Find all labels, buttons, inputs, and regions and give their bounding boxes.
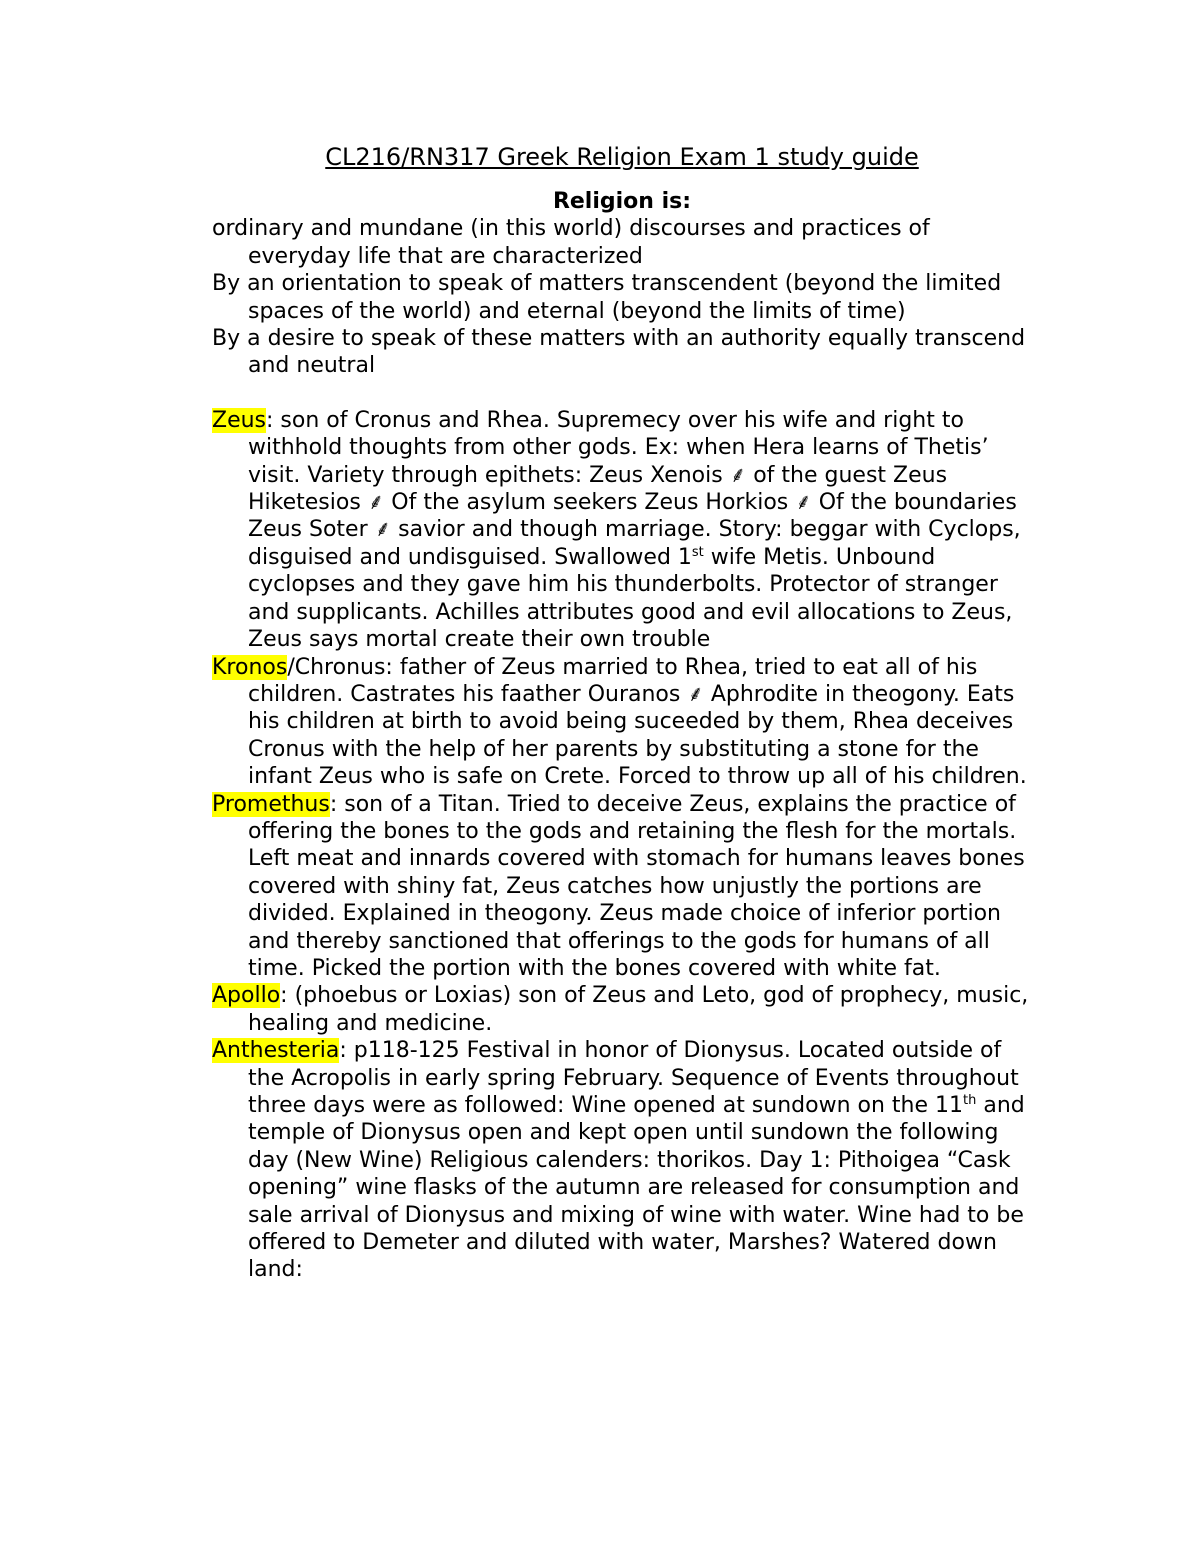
entry-anthesteria-text: : p118-125 Festival in honor of Dionysus. Located outside of the Acropolis in early spring February. Sequence of Events throughout three days were as followed: Wine opened at sundown on the 11: [248, 1038, 1019, 1118]
entry-zeus: [212, 407, 1032, 654]
section-heading: Religion is:: [552, 189, 692, 214]
document-page: [212, 140, 1032, 1284]
entry-apollo: [212, 982, 1032, 1037]
term-kronos: Kronos: [212, 654, 288, 680]
superscript: st: [691, 544, 704, 560]
term-anthesteria: Anthesteria: [212, 1038, 340, 1064]
term-apollo: Apollo: [212, 983, 281, 1009]
spacer: [212, 380, 1032, 407]
document-title: CL216/RN317 Greek Religion Exam 1 study guide: [325, 143, 919, 171]
entry-kronos-text: /Chronus: father of Zeus married to Rhea, tried to eat all of his children. Castrates his faather Ouranos ⸙ Aphrodite in theogony. Eats his children at birth to avoid being suceeded by them, Rhea deceives Cronus with the help of her parents by substituting a stone for the infant Zeus who is safe on Crete. Forced to throw up all of his children.: [248, 654, 1027, 790]
entry-zeus-text: : son of Cronus and Rhea. Supremecy over his wife and right to withhold thoughts from other gods. Ex: when Hera learns of Thetis’ visit. Variety through epithets: Zeus Xenois ⸙ of the guest Zeus Hiketesios ⸙ Of the asylum seekers Zeus Horkios ⸙ Of the boundaries Zeus Soter ⸙ savior and though marriage. Story: beggar with Cyclops, disguised and undisguised. Swallowed 1: [248, 407, 1021, 570]
entry-promethus: [212, 791, 1032, 983]
term-promethus: Promethus: [212, 791, 330, 817]
entry-anthesteria: [212, 1037, 1032, 1284]
definition-line-2: By an orientation to speak of matters transcendent (beyond the limited spaces of the world) and eternal (beyond the limits of time): [212, 271, 1002, 324]
entry-promethus-text: : son of a Titan. Tried to deceive Zeus, explains the practice of offering the bones to the gods and retaining the flesh for the mortals. Left meat and innards covered with stomach for humans leaves bones covered with shiny fat, Zeus catches how unjustly the portions are divided. Explained in theogony. Zeus made choice of inferior portion and thereby sanctioned that offerings to the gods for humans of all time. Picked the portion with the bones covered with white fat.: [248, 791, 1025, 981]
entry-kronos: [212, 654, 1032, 791]
definition-line-3: By a desire to speak of these matters with an authority equally transcend and neutral: [212, 326, 1026, 379]
superscript: th: [963, 1093, 977, 1108]
definition-line-1: ordinary and mundane (in this world) discourses and practices of everyday life that are characterized: [212, 216, 930, 269]
term-zeus: Zeus: [212, 407, 267, 433]
entry-zeus-text-cont: wife Metis. Unbound cyclopses and they gave him his thunderbolts. Protector of stranger and supplicants. Achilles attributes good and evil allocations to Zeus, Zeus says mortal create their own trouble: [248, 544, 1013, 653]
entry-anthesteria-text-cont: and temple of Dionysus open and kept open until sundown the following day (New Wine) Religious calenders: thorikos. Day 1: Pithoigea “Cask opening” wine flasks of the autumn are released for consumption and sale arrival of Dionysus and mixing of wine with water. Wine had to be offered to Demeter and diluted with water, Marshes? Watered down land:: [248, 1093, 1025, 1283]
entry-apollo-text: : (phoebus or Loxias) son of Zeus and Leto, god of prophecy, music, healing and medicine.: [248, 983, 1029, 1036]
